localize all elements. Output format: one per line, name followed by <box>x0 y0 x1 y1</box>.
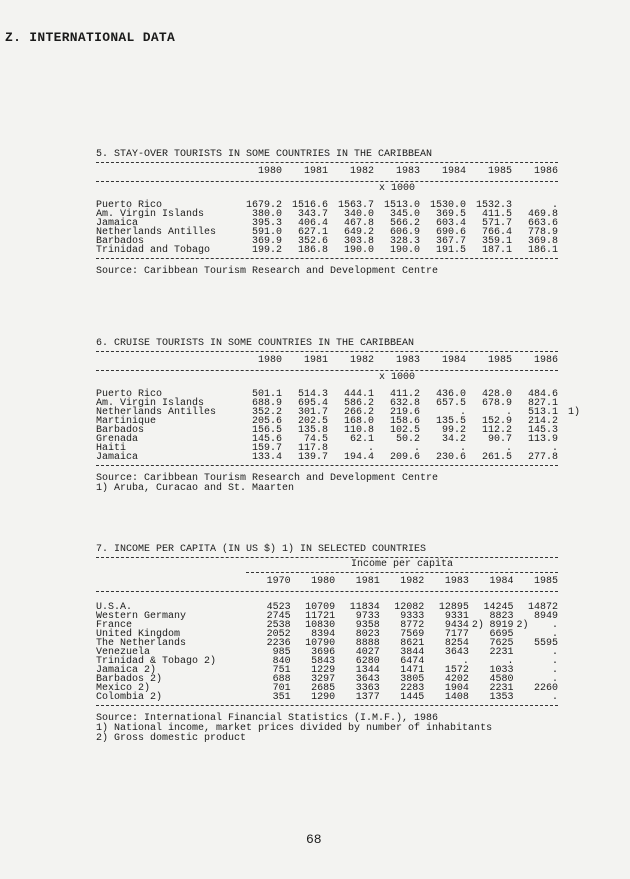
table-cell: 827.1 <box>527 398 558 409</box>
dashed-rule <box>96 181 558 182</box>
table-cell: 2283 <box>400 683 425 694</box>
year-header: 1984 <box>441 355 466 366</box>
table-cell: 5843 <box>311 656 336 667</box>
table-cell: 90.7 <box>487 434 512 445</box>
table-cell: 351 <box>272 692 291 703</box>
table-cell: 8888 <box>355 638 380 649</box>
footnote-ref: 2) <box>516 620 529 631</box>
table-title: 6. CRUISE TOURISTS IN SOME COUNTRIES IN THE CARIBBEAN <box>96 338 415 349</box>
table-cell: 9358 <box>355 620 380 631</box>
table-cell: 156.5 <box>251 425 282 436</box>
year-header-row <box>96 164 558 180</box>
table-cell: 214.2 <box>527 416 558 427</box>
table-cell: 603.4 <box>435 218 466 229</box>
table-cell: 4580 <box>489 674 514 685</box>
table-cell: 663.6 <box>527 218 558 229</box>
table-cell: 571.7 <box>481 218 512 229</box>
table-cell: 50.2 <box>395 434 420 445</box>
dashed-rule <box>96 258 558 259</box>
table-cell: 566.2 <box>389 218 420 229</box>
table-row <box>96 693 558 702</box>
table-cell: 345.0 <box>389 209 420 220</box>
table-cell: 688.9 <box>251 398 282 409</box>
table-cell: 145.6 <box>251 434 282 445</box>
table-cell: 1563.7 <box>337 200 374 211</box>
table-cell: 8023 <box>355 629 380 640</box>
cell-value: 8919 <box>489 620 514 631</box>
table-cell: 205.6 <box>251 416 282 427</box>
year-header: 1981 <box>303 166 328 177</box>
dashed-rule <box>96 557 558 558</box>
table-cell: 3696 <box>311 647 336 658</box>
table-cell: 469.8 <box>527 209 558 220</box>
table-cell: 303.8 <box>343 236 374 247</box>
table-cell: 4027 <box>355 647 380 658</box>
table-cell: 701 <box>272 683 291 694</box>
source-notes <box>96 714 558 744</box>
group-header: Income per capita <box>350 559 454 570</box>
year-header: 1984 <box>441 166 466 177</box>
table-cell: 3643 <box>444 647 469 658</box>
year-header: 1986 <box>533 355 558 366</box>
table-cell: 2231 <box>489 683 514 694</box>
table-cell: . <box>505 443 512 454</box>
table-cell: 8254 <box>444 638 469 649</box>
table-cell: 411.5 <box>481 209 512 220</box>
row-label: Grenada <box>96 434 139 445</box>
dashed-rule <box>96 465 558 466</box>
table-cell: 9733 <box>355 611 380 622</box>
table-cell: 1532.3 <box>475 200 512 211</box>
table-cell: 1904 <box>444 683 469 694</box>
table-cell: . <box>413 443 420 454</box>
table-cell: 62.1 <box>349 434 374 445</box>
table-cell: 395.3 <box>251 218 282 229</box>
year-header-row <box>96 353 558 369</box>
table-cell: 359.1 <box>481 236 512 247</box>
year-header: 1983 <box>395 355 420 366</box>
table-cell: 632.8 <box>389 398 420 409</box>
row-label: Western Germany <box>96 611 187 622</box>
year-header: 1985 <box>534 576 559 587</box>
table-cell: 2231 <box>489 647 514 658</box>
table-cell: 186.1 <box>527 245 558 256</box>
table-cell: 840 <box>272 656 291 667</box>
source-line: 1) National income, market prices divided by number of inhabitants <box>96 723 493 734</box>
table-cell: 3844 <box>400 647 425 658</box>
table-cell: 190.0 <box>389 245 420 256</box>
row-label: Barbados 2) <box>96 674 163 685</box>
table-cell: 6695 <box>489 629 514 640</box>
table-cell: 11721 <box>305 611 336 622</box>
row-label: Jamaica <box>96 452 139 463</box>
header-spacer <box>96 574 246 590</box>
table-cell: 3805 <box>400 674 425 685</box>
table-cell: 7625 <box>489 638 514 649</box>
page-number: 68 <box>306 832 322 847</box>
row-label: Colombia 2) <box>96 692 163 703</box>
table-cell: 367.7 <box>435 236 466 247</box>
table-cell: 277.8 <box>527 452 558 463</box>
table-cell: 209.6 <box>389 452 420 463</box>
section-header: Z. INTERNATIONAL DATA <box>5 30 176 45</box>
year-header: 1985 <box>487 166 512 177</box>
table-cell: 2236 <box>266 638 291 649</box>
table-cell: 586.2 <box>343 398 374 409</box>
table-cell: 34.2 <box>441 434 466 445</box>
table-cell: 14872 <box>528 602 559 613</box>
table-cell: 514.3 <box>297 389 328 400</box>
table-cell: 428.0 <box>481 389 512 400</box>
source-line: 2) Gross domestic product <box>96 733 247 744</box>
year-header-row <box>96 574 558 590</box>
row-label: Netherlands Antilles <box>96 407 217 418</box>
table-row <box>96 453 558 462</box>
dashed-rule <box>246 572 558 573</box>
table-cell: 2745 <box>266 611 291 622</box>
table-cell: 985 <box>272 647 291 658</box>
table-cell: 3363 <box>355 683 380 694</box>
table-cell: 7569 <box>400 629 425 640</box>
table-cell: 695.4 <box>297 398 328 409</box>
table-cell: 352.6 <box>297 236 328 247</box>
table-cell: 191.5 <box>435 245 466 256</box>
table-cell: . <box>552 692 559 703</box>
table-cell: . <box>552 674 559 685</box>
table-cell: 484.6 <box>527 389 558 400</box>
table-cell: 113.9 <box>527 434 558 445</box>
table-cell: 190.0 <box>343 245 374 256</box>
table-cell: 186.8 <box>297 245 328 256</box>
table-cell: . <box>505 407 512 418</box>
table-cell: 1516.6 <box>291 200 328 211</box>
table-cell: 145.3 <box>527 425 558 436</box>
table-cell: 2538 <box>266 620 291 631</box>
table-cell: 340.0 <box>343 209 374 220</box>
year-header: 1981 <box>355 576 380 587</box>
table-cell: 159.7 <box>251 443 282 454</box>
row-label: Venezuela <box>96 647 151 658</box>
row-label: France <box>96 620 133 631</box>
table-cell: 1513.0 <box>383 200 420 211</box>
table-cell: . <box>552 620 559 631</box>
dashed-rule <box>96 705 558 706</box>
table-cell: 1530.0 <box>429 200 466 211</box>
table-cell: 411.2 <box>389 389 420 400</box>
row-label: Puerto Rico <box>96 200 163 211</box>
table-cell: 1033 <box>489 665 514 676</box>
table-cell: 74.5 <box>303 434 328 445</box>
table-cell: 7177 <box>444 629 469 640</box>
row-label: The Netherlands <box>96 638 187 649</box>
table-cell: 328.3 <box>389 236 420 247</box>
table-cell: 14245 <box>483 602 514 613</box>
table-cell: 627.1 <box>297 227 328 238</box>
table-cell: . <box>462 656 469 667</box>
table-cell: 102.5 <box>389 425 420 436</box>
table-cell: 1290 <box>311 692 336 703</box>
table-cell: 6474 <box>400 656 425 667</box>
table-cell: 8949 <box>534 611 559 622</box>
table-cell: 8394 <box>311 629 336 640</box>
table-cell: 2260 <box>534 683 559 694</box>
table-cell: 219.6 <box>389 407 420 418</box>
row-label: Jamaica 2) <box>96 665 157 676</box>
table-cell: 369.8 <box>527 236 558 247</box>
table-cell: 690.6 <box>435 227 466 238</box>
table-cell: 139.7 <box>297 452 328 463</box>
table-cell: . <box>551 200 558 211</box>
table-cell: . <box>551 443 558 454</box>
table-cell: 301.7 <box>297 407 328 418</box>
table-cell: 606.9 <box>389 227 420 238</box>
table-cell: 1344 <box>355 665 380 676</box>
table-cell: 501.1 <box>251 389 282 400</box>
table-cell: 369.9 <box>251 236 282 247</box>
year-header: 1980 <box>311 576 336 587</box>
row-label: Am. Virgin Islands <box>96 209 205 220</box>
table-cell: 4202 <box>444 674 469 685</box>
table-cell: 751 <box>272 665 291 676</box>
row-label: U.S.A. <box>96 602 133 613</box>
table-cell: 99.2 <box>441 425 466 436</box>
table-cell: . <box>552 647 559 658</box>
table-cell: 467.8 <box>343 218 374 229</box>
table-cell: . <box>459 443 466 454</box>
table-cell: 2052 <box>266 629 291 640</box>
table-cell: 649.2 <box>343 227 374 238</box>
unit-label: x 1000 <box>378 372 415 383</box>
header-spacer <box>96 353 236 369</box>
table-cell: 199.2 <box>251 245 282 256</box>
table-title: 5. STAY-OVER TOURISTS IN SOME COUNTRIES IN THE CARIBBEAN <box>96 149 433 160</box>
table-cruise-tourists <box>96 338 580 494</box>
table-cell: 1471 <box>400 665 425 676</box>
dashed-rule <box>96 351 558 352</box>
table-cell: 8772 <box>400 620 425 631</box>
source-line: 1) Aruba, Curacao and St. Maarten <box>96 483 295 494</box>
table-cell: . <box>507 656 514 667</box>
dashed-rule <box>96 591 558 592</box>
header-spacer <box>96 164 236 180</box>
table-cell: 5595 <box>534 638 559 649</box>
table-stay-over-tourists <box>96 150 558 277</box>
table-cell: 11834 <box>349 602 380 613</box>
table-cell: 8621 <box>400 638 425 649</box>
table-cell: 9331 <box>444 611 469 622</box>
year-header: 1982 <box>349 166 374 177</box>
row-label: Trinidad and Tobago <box>96 245 211 256</box>
table-income-per-capita <box>96 545 558 744</box>
table-cell: 343.7 <box>297 209 328 220</box>
row-label: Haiti <box>96 443 127 454</box>
table-cell: 1679.2 <box>245 200 282 211</box>
year-header: 1982 <box>400 576 425 587</box>
source-notes <box>96 474 558 494</box>
table-cell: 778.9 <box>527 227 558 238</box>
year-header: 1970 <box>266 576 291 587</box>
table-cell: 152.9 <box>481 416 512 427</box>
table-cell: 1445 <box>400 692 425 703</box>
table-cell: 3297 <box>311 674 336 685</box>
row-label: Puerto Rico <box>96 389 163 400</box>
table-cell: 135.8 <box>297 425 328 436</box>
table-cell: 135.5 <box>435 416 466 427</box>
table-cell: 202.5 <box>297 416 328 427</box>
table-cell: 3643 <box>355 674 380 685</box>
row-label: Barbados <box>96 236 145 247</box>
table-cell: 2685 <box>311 683 336 694</box>
year-header: 1985 <box>487 355 512 366</box>
year-header: 1980 <box>257 166 282 177</box>
row-label: Martinique <box>96 416 157 427</box>
dashed-rule <box>96 162 558 163</box>
cell-value: 513.1 <box>527 407 558 418</box>
year-header: 1983 <box>395 166 420 177</box>
year-header: 1984 <box>489 576 514 587</box>
table-cell: 766.4 <box>481 227 512 238</box>
table-cell: 444.1 <box>343 389 374 400</box>
source-line: Source: Caribbean Tourism Research and Development Centre <box>96 266 439 277</box>
table-cell: 380.0 <box>251 209 282 220</box>
table-cell: 10709 <box>305 602 336 613</box>
table-cell: . <box>552 629 559 640</box>
table-cell: . <box>367 443 374 454</box>
table-cell: 12082 <box>394 602 425 613</box>
table-cell: . <box>552 656 559 667</box>
table-cell: 10830 <box>305 620 336 631</box>
table-cell: 406.4 <box>297 218 328 229</box>
cell-value: 9434 <box>444 620 469 631</box>
table-cell: . <box>552 665 559 676</box>
footnote-ref: 2) <box>471 620 484 631</box>
table-cell: 688 <box>272 674 291 685</box>
table-cell: 158.6 <box>389 416 420 427</box>
table-cell: 168.0 <box>343 416 374 427</box>
table-cell: 369.5 <box>435 209 466 220</box>
footnote-ref: 1) <box>567 407 580 418</box>
year-header: 1980 <box>257 355 282 366</box>
table-cell: 194.4 <box>343 452 374 463</box>
table-cell: 4523 <box>266 602 291 613</box>
row-label: United Kingdom <box>96 629 181 640</box>
table-cell: 133.4 <box>251 452 282 463</box>
table-cell: 1377 <box>355 692 380 703</box>
table-cell: 12895 <box>438 602 469 613</box>
table-cell: 110.8 <box>343 425 374 436</box>
table-cell: 1353 <box>489 692 514 703</box>
table-cell: 112.2 <box>481 425 512 436</box>
dashed-rule <box>96 370 558 371</box>
table-cell: 9333 <box>400 611 425 622</box>
year-header: 1983 <box>444 576 469 587</box>
table-cell: 187.1 <box>481 245 512 256</box>
unit-label: x 1000 <box>378 183 415 194</box>
year-header: 1982 <box>349 355 374 366</box>
table-cell: 8823 <box>489 611 514 622</box>
table-cell: 678.9 <box>481 398 512 409</box>
table-cell: 591.0 <box>251 227 282 238</box>
table-cell: 1572 <box>444 665 469 676</box>
table-cell: 10790 <box>305 638 336 649</box>
table-cell: 436.0 <box>435 389 466 400</box>
table-cell: 6280 <box>355 656 380 667</box>
table-cell: 266.2 <box>343 407 374 418</box>
source-notes <box>96 267 558 277</box>
row-label: Jamaica <box>96 218 139 229</box>
year-header: 1981 <box>303 355 328 366</box>
table-cell: 657.5 <box>435 398 466 409</box>
table-cell: 352.2 <box>251 407 282 418</box>
table-cell: 230.6 <box>435 452 466 463</box>
row-label: Netherlands Antilles <box>96 227 217 238</box>
row-label: Trinidad & Tobago 2) <box>96 656 217 667</box>
source-line: Source: International Financial Statistics (I.M.F.), 1986 <box>96 713 439 724</box>
table-cell: . <box>459 407 466 418</box>
table-cell: 261.5 <box>481 452 512 463</box>
row-label: Barbados <box>96 425 145 436</box>
row-label: Am. Virgin Islands <box>96 398 205 409</box>
year-header: 1986 <box>533 166 558 177</box>
table-row <box>96 246 558 255</box>
table-cell: 1229 <box>311 665 336 676</box>
row-label: Mexico 2) <box>96 683 151 694</box>
table-cell: 1408 <box>444 692 469 703</box>
table-cell: 117.8 <box>297 443 328 454</box>
source-line: Source: Caribbean Tourism Research and Development Centre <box>96 473 439 484</box>
table-title: 7. INCOME PER CAPITA (IN US $) 1) IN SELECTED COUNTRIES <box>96 544 427 555</box>
